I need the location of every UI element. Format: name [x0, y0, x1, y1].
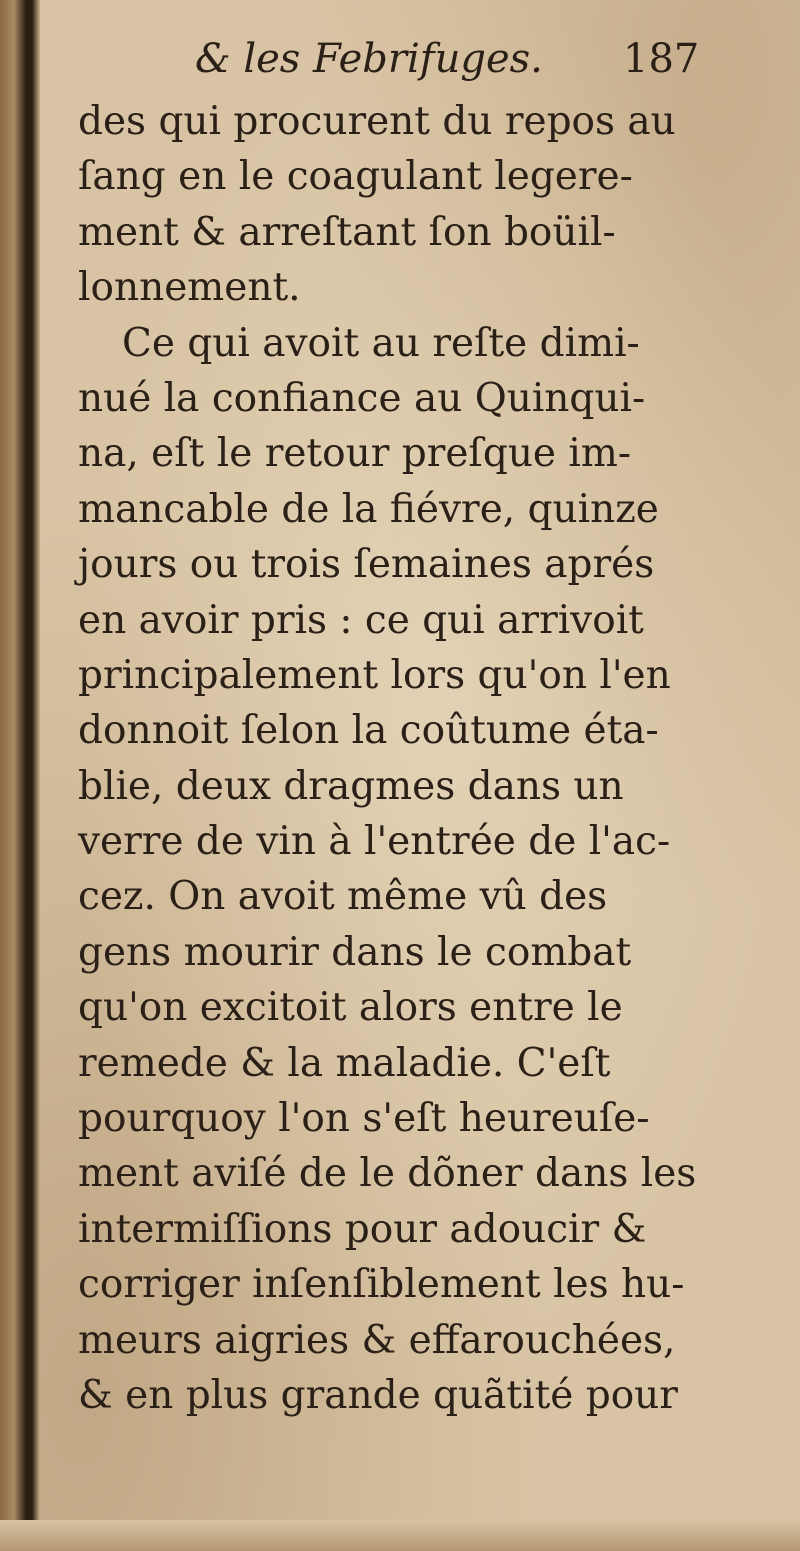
text-line: principalement lors qu'on l'en: [78, 652, 671, 698]
text-line: intermiſſions pour adoucir &: [78, 1206, 647, 1252]
text-line: en avoir pris : ce qui arrivoit: [78, 597, 644, 643]
body-text: [78, 94, 718, 1423]
text-line: ment aviſé de le dõner dans les: [78, 1151, 697, 1197]
text-line: gens mourir dans le combat: [78, 929, 632, 975]
text-line: na, eſt le retour preſque im-: [78, 431, 632, 477]
text-line: verre de vin à l'entrée de l'ac-: [78, 819, 671, 865]
text-line: mancable de la fiévre, quinze: [78, 486, 659, 532]
text-line: meurs aigries & effarouchées,: [78, 1317, 676, 1363]
paragraph-start-line: Ce qui avoit au reſte dimi-: [122, 320, 640, 366]
text-line: blie, deux dragmes dans un: [78, 763, 624, 809]
text-line: & en plus grande quãtité pour: [78, 1372, 678, 1418]
text-line: ment & arreſtant ſon boüil-: [78, 209, 616, 255]
text-line: nué la confiance au Quinqui-: [78, 375, 646, 421]
page-bottom-edge: [0, 1520, 800, 1551]
text-line: corriger inſenſiblement les hu-: [78, 1262, 685, 1308]
text-line: remede & la maladie. C'eſt: [78, 1040, 611, 1086]
page-binding-edge: [0, 0, 40, 1551]
text-line: jours ou trois ſemaines aprés: [78, 542, 655, 588]
text-line: ſang en le coagulant legere-: [78, 154, 633, 200]
text-line: cez. On avoit même vû des: [78, 874, 608, 920]
running-title: & les Febrifuges.: [195, 36, 543, 82]
page-number: 187: [623, 36, 700, 82]
page-header: [195, 36, 715, 96]
text-line: qu'on excitoit alors entre le: [78, 985, 623, 1031]
text-line: donnoit ſelon la coûtume éta-: [78, 708, 659, 754]
text-line: lonnement.: [78, 265, 301, 311]
text-line: des qui procurent du repos au: [78, 99, 676, 144]
text-line: pourquoy l'on s'eſt heureuſe-: [78, 1096, 650, 1142]
